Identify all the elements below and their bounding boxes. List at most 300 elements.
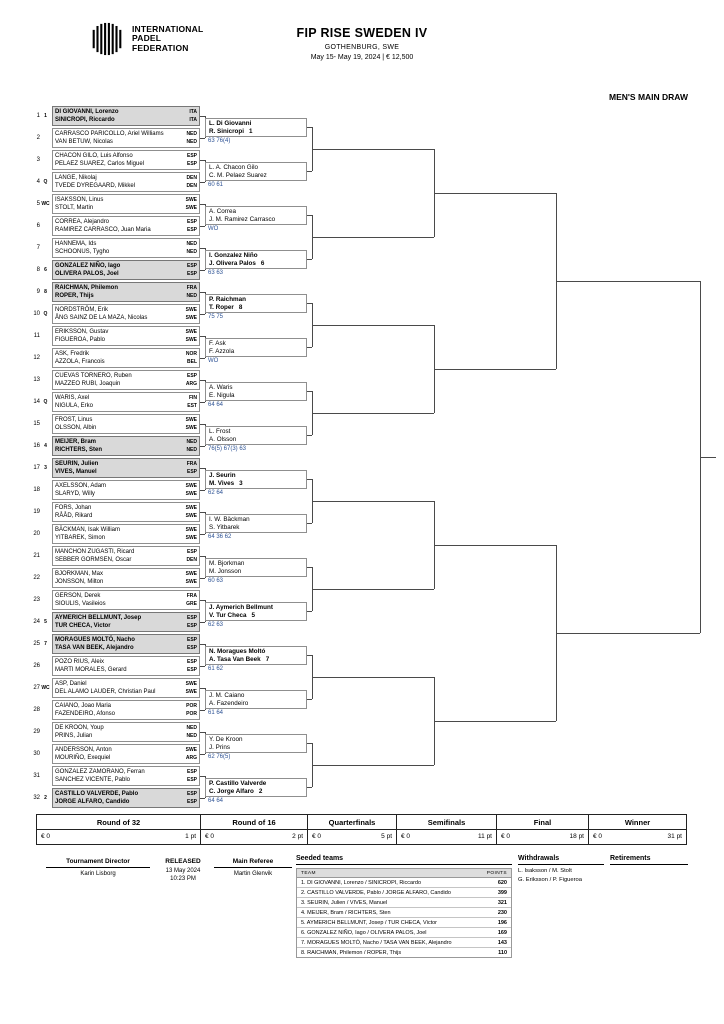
- seed-number: 8: [238, 304, 243, 311]
- player-name: TASA VAN BEEK, Alejandro: [55, 645, 134, 652]
- entry-tag: 1: [44, 113, 47, 119]
- player-name: BJORKMAN, Max: [55, 570, 104, 577]
- country-code: ESP: [186, 372, 197, 379]
- r16-winner: [205, 778, 307, 797]
- entry-position: 19: [33, 509, 40, 515]
- entry-position: 10: [33, 311, 40, 317]
- team-line: [53, 578, 199, 587]
- match-score: WO: [208, 226, 219, 232]
- player-name: ASK, Fredrik: [55, 350, 90, 357]
- seeded-table-header: [297, 869, 511, 878]
- bracket-entry: [52, 766, 200, 786]
- bracket-line: [200, 226, 205, 227]
- country-code: ESP: [186, 645, 197, 652]
- entry-position: 7: [36, 245, 40, 251]
- player-name: GERSON, Derek: [55, 592, 101, 599]
- released-time: 10:23 PM: [170, 876, 196, 882]
- bracket-line: [200, 270, 205, 271]
- player-name: OLIVERA PALOS, Joel: [55, 271, 119, 278]
- entry-position: 9: [36, 289, 40, 295]
- entry-position: 31: [33, 773, 40, 779]
- seeded-table-rows: [297, 878, 511, 957]
- seeded-team-name: 7. MORAGUES MOLTÓ, Nacho / TASA VAN BEEK, Alejandro: [301, 939, 452, 946]
- country-code: SWE: [185, 689, 197, 696]
- winner-name: A. Waris: [209, 384, 233, 391]
- seeded-team-row: [297, 878, 511, 888]
- player-name: CAIANO, Joao Maria: [55, 702, 112, 709]
- seeded-team-row: [297, 948, 511, 957]
- seeded-team-row: [297, 938, 511, 948]
- player-name: JONSSON, Milton: [55, 579, 104, 586]
- bracket-entry: [52, 678, 200, 698]
- bracket-entry: [52, 436, 200, 456]
- winner-name: L. A. Chacon Gilo: [209, 164, 259, 171]
- player-name: POZO RIUS, Aleix: [55, 658, 105, 665]
- player-name: TVEDE DYREGAARD, Mikkel: [55, 183, 136, 190]
- team-line: [53, 768, 199, 777]
- seeded-team-points: 169: [497, 929, 507, 936]
- retirements-block: [610, 855, 688, 865]
- bracket-line: [200, 358, 205, 359]
- tournament-director-label: Tournament Director: [46, 858, 150, 868]
- player-name: ROPER, Thijs: [55, 293, 94, 300]
- player-name: SLARYD, Willy: [55, 491, 95, 498]
- bracket-line: [556, 633, 700, 634]
- winner-name: N. Moragues Moltó: [209, 648, 266, 655]
- country-code: ESP: [186, 227, 197, 234]
- winner-name: F. Ask: [209, 340, 226, 347]
- team-line: [53, 262, 199, 271]
- released-label: RELEASED: [165, 858, 201, 865]
- org-name-line: FEDERATION: [132, 42, 189, 53]
- entry-tag: WC: [41, 685, 50, 691]
- r16-winner: [205, 338, 307, 357]
- round-label: Quarterfinals: [308, 815, 396, 830]
- entry-tag: Q: [43, 399, 48, 405]
- main-referee-label: Main Referee: [214, 858, 292, 868]
- player-name: ERIKSSON, Gustav: [55, 328, 109, 335]
- country-code: SWE: [185, 425, 197, 432]
- bracket-line: [200, 710, 205, 711]
- country-code: ITA: [189, 108, 197, 115]
- country-code: ESP: [186, 262, 197, 269]
- team-line: [53, 556, 199, 565]
- round-prize: € 0: [205, 833, 215, 840]
- r16-winner: [205, 426, 307, 445]
- team-line: [53, 702, 199, 711]
- team-line: [53, 504, 199, 513]
- bracket-line: [312, 589, 434, 590]
- winner-name: S. Yitbarek: [209, 524, 240, 531]
- bracket-line: [200, 798, 205, 799]
- country-code: POR: [186, 711, 197, 718]
- country-code: SWE: [185, 680, 197, 687]
- round-column: [200, 815, 307, 844]
- player-name: OLSSON, Albin: [55, 425, 97, 432]
- team-line: [53, 116, 199, 125]
- round-values: [308, 830, 396, 844]
- country-code: NED: [186, 438, 197, 445]
- seeded-team-points: 196: [497, 919, 507, 926]
- team-line: [53, 798, 199, 807]
- r16-winner: [205, 162, 307, 181]
- bracket-line: [307, 347, 312, 348]
- team-line: [53, 204, 199, 213]
- r16-winner: [205, 118, 307, 137]
- entry-tag: 3: [44, 465, 47, 471]
- country-code: GRE: [186, 601, 197, 608]
- bracket-line: [307, 259, 312, 260]
- round-values: [37, 830, 200, 844]
- country-code: ESP: [186, 469, 197, 476]
- country-code: ESP: [186, 614, 197, 621]
- team-line: [53, 512, 199, 521]
- winner-name: J. M. Ramirez Carrasco: [209, 216, 276, 223]
- country-code: SWE: [185, 416, 197, 423]
- bracket-line: [200, 490, 205, 491]
- bracket-line: [434, 721, 556, 722]
- team-line: [53, 614, 199, 623]
- player-name: FROST, Linus: [55, 416, 93, 423]
- country-code: NED: [186, 724, 197, 731]
- seeded-teams-table: [296, 868, 512, 958]
- bracket-entry: [52, 128, 200, 148]
- country-code: SWE: [185, 579, 197, 586]
- withdrawals-list: [518, 868, 604, 883]
- r16-winner: [205, 646, 307, 665]
- round-prize: € 0: [312, 833, 322, 840]
- r16-winner: [205, 382, 307, 401]
- entry-position: 3: [36, 157, 40, 163]
- team-line: [53, 226, 199, 235]
- entry-tag: 6: [44, 267, 47, 273]
- country-code: ARG: [185, 755, 197, 762]
- country-code: ESP: [186, 667, 197, 674]
- match-score: WO: [208, 358, 219, 364]
- bracket-line: [556, 281, 700, 282]
- round-points: 2 pt: [292, 833, 303, 840]
- player-name: DEL ALAMO LAUDER, Christian Paul: [55, 689, 156, 696]
- seeded-team-row: [297, 888, 511, 898]
- winner-name: L. Di Giovanni: [209, 120, 252, 127]
- winner-name: L. Frost: [209, 428, 231, 435]
- entry-tag: 8: [44, 289, 47, 295]
- bracket-line: [312, 501, 434, 502]
- country-code: ESP: [186, 658, 197, 665]
- entry-position: 30: [33, 751, 40, 757]
- country-code: NED: [186, 139, 197, 146]
- team-line: [53, 600, 199, 609]
- seeded-team-name: 8. RAICHMAN, Philemon / ROPER, Thijs: [301, 949, 402, 956]
- country-code: NED: [186, 733, 197, 740]
- bracket-entry: [52, 326, 200, 346]
- bracket-line: [200, 446, 205, 447]
- player-name: GONZALEZ NIÑO, Iago: [55, 262, 121, 269]
- team-line: [53, 270, 199, 279]
- country-code: SWE: [185, 306, 197, 313]
- team-line: [53, 138, 199, 147]
- bracket-line: [312, 413, 434, 414]
- round-points: 5 pt: [381, 833, 392, 840]
- bracket-entry: [52, 744, 200, 764]
- country-code: POR: [186, 702, 197, 709]
- withdrawal-item: L. Isaksson / M. Stolt: [518, 868, 572, 874]
- org-name-line: PADEL: [132, 33, 162, 44]
- seeded-team-points: 620: [497, 879, 507, 886]
- winner-name: J. Aymerich Bellmunt: [209, 604, 273, 611]
- winner-name: I. W. Bäckman: [209, 516, 250, 523]
- round-column: [37, 815, 200, 844]
- country-code: DEN: [186, 174, 197, 181]
- match-score: 62 76(5): [208, 754, 231, 760]
- country-code: ESP: [186, 161, 197, 168]
- round-label: Round of 32: [37, 815, 200, 830]
- team-line: [53, 350, 199, 359]
- team-line: [53, 548, 199, 557]
- entry-tag: Q: [43, 179, 48, 185]
- r16-winner: [205, 558, 307, 577]
- player-name: SIOULIS, Vasileios: [55, 601, 106, 608]
- round-label: Final: [497, 815, 588, 830]
- player-name: MARTI MORALES, Gerard: [55, 667, 127, 674]
- winner-name: C. Jorge Alfaro 2: [209, 788, 263, 795]
- match-score: 63 63: [208, 270, 224, 276]
- round-prize: € 0: [41, 833, 51, 840]
- match-score: 60 63: [208, 578, 224, 584]
- winner-name: M. Bjorkman: [209, 560, 245, 567]
- player-name: MAZZEO RUBI, Joaquin: [55, 381, 121, 388]
- entry-position: 1: [36, 113, 40, 119]
- seed-number: 7: [265, 656, 270, 663]
- country-code: SWE: [185, 746, 197, 753]
- team-line: [53, 592, 199, 601]
- country-code: EST: [187, 403, 197, 410]
- bracket-line: [312, 237, 434, 238]
- player-name: CUEVAS TORNERO, Ruben: [55, 372, 132, 379]
- seeded-team-name: 4. MEIJER, Bram / RICHTERS, Sten: [301, 909, 391, 916]
- entry-position: 5: [36, 201, 40, 207]
- winner-name: E. Nigula: [209, 392, 235, 399]
- bracket-entry: [52, 282, 200, 302]
- player-name: PRINS, Julian: [55, 733, 93, 740]
- player-name: JORGE ALFARO, Candido: [55, 799, 130, 806]
- round-column: [307, 815, 396, 844]
- winner-name: P. Raichman: [209, 296, 246, 303]
- bracket-line: [434, 545, 556, 546]
- entry-position: 25: [33, 641, 40, 647]
- seeded-team-points: 110: [498, 949, 507, 956]
- match-score: 75 75: [208, 314, 224, 320]
- player-name: TUR CHECA, Victor: [55, 623, 111, 630]
- country-code: ESP: [186, 623, 197, 630]
- r16-winner: [205, 734, 307, 753]
- team-line: [53, 644, 199, 653]
- team-column-header: TEAM: [301, 870, 316, 876]
- player-name: MORAGUES MOLTÓ, Nacho: [55, 636, 135, 643]
- bracket-line: [307, 523, 312, 524]
- team-line: [53, 468, 199, 477]
- country-code: ESP: [186, 777, 197, 784]
- entry-position: 16: [33, 443, 40, 449]
- withdrawal-item: G. Eriksson / P. Figueroa: [518, 877, 583, 883]
- seed-number: 6: [260, 260, 265, 267]
- entry-position: 11: [33, 333, 40, 339]
- player-name: RICHTERS, Sten: [55, 447, 103, 454]
- country-code: SWE: [185, 526, 197, 533]
- seeded-team-points: 143: [497, 939, 507, 946]
- team-line: [53, 182, 199, 191]
- entry-tag: 7: [44, 641, 47, 647]
- bracket-entry: [52, 590, 200, 610]
- winner-name: A. Fazendeiro: [209, 700, 249, 707]
- winner-name: T. Roper 8: [209, 304, 243, 311]
- player-name: CORREA, Alejandro: [55, 218, 110, 225]
- player-name: RAICHMAN, Philemon: [55, 284, 118, 291]
- bracket-line: [200, 314, 205, 315]
- entry-position: 12: [33, 355, 40, 361]
- bracket-line: [307, 611, 312, 612]
- country-code: DEN: [186, 557, 197, 564]
- winner-name: J. Seurin: [209, 472, 236, 479]
- seeded-team-points: 230: [497, 909, 507, 916]
- round-prize: € 0: [593, 833, 603, 840]
- player-name: ANDERSSON, Anton: [55, 746, 112, 753]
- player-name: ÅNG SAINZ DE LA MAZA, Nicolas: [55, 315, 148, 322]
- player-name: NORDSTRÖM, Erik: [55, 306, 108, 313]
- r16-winner: [205, 470, 307, 489]
- event-dates: May 15- May 19, 2024 | € 12,500: [310, 54, 414, 61]
- player-name: PELAEZ SUAREZ, Carlos Miguel: [55, 161, 145, 168]
- round-values: [201, 830, 307, 844]
- entry-position: 8: [36, 267, 40, 273]
- bracket-entry: [52, 480, 200, 500]
- player-name: MOURIÑO, Exequiel: [55, 755, 111, 762]
- match-score: 61 62: [208, 666, 224, 672]
- player-name: FIGUEROA, Pablo: [55, 337, 106, 344]
- bracket-entry: [52, 458, 200, 478]
- team-line: [53, 130, 199, 139]
- team-line: [53, 688, 199, 697]
- team-line: [53, 372, 199, 381]
- bracket-entry: [52, 568, 200, 588]
- winner-name: J. Prins: [209, 744, 230, 751]
- team-line: [53, 336, 199, 345]
- seed-number: 1: [249, 128, 253, 135]
- team-line: [53, 710, 199, 719]
- match-score: 64 64: [208, 402, 224, 408]
- country-code: SWE: [185, 513, 197, 520]
- country-code: NED: [186, 130, 197, 137]
- entry-tag: Q: [43, 311, 48, 317]
- team-line: [53, 394, 199, 403]
- player-name: FAZENDEIRO, Afonso: [55, 711, 116, 718]
- country-code: ESP: [186, 768, 197, 775]
- team-line: [53, 658, 199, 667]
- bracket-line: [312, 149, 434, 150]
- seeded-team-points: 321: [497, 899, 507, 906]
- bracket-line: [307, 699, 312, 700]
- country-code: SWE: [185, 570, 197, 577]
- entry-position: 18: [33, 487, 40, 493]
- country-code: ESP: [186, 799, 197, 806]
- player-name: BÄCKMAN, Isak William: [55, 526, 121, 533]
- retirements-label: Retirements: [610, 855, 688, 865]
- entry-position: 13: [33, 377, 40, 383]
- r16-winner: [205, 514, 307, 533]
- player-name: AXELSSON, Adam: [55, 482, 107, 489]
- seeded-teams-block: [296, 855, 512, 958]
- bracket-entry: [52, 546, 200, 566]
- entry-tag: 2: [44, 795, 47, 801]
- winner-name: V. Tur Checa 5: [209, 612, 255, 619]
- round-values: [589, 830, 686, 844]
- entry-tag: 4: [44, 443, 47, 449]
- team-line: [53, 314, 199, 323]
- country-code: FIN: [188, 394, 197, 401]
- bracket-entry: [52, 216, 200, 236]
- round-label: Winner: [589, 815, 686, 830]
- bracket-entry: [52, 414, 200, 434]
- round-column: [396, 815, 496, 844]
- country-code: FRA: [186, 460, 197, 467]
- event-location: GOTHENBURG, SWE: [324, 44, 400, 51]
- country-code: ESP: [186, 548, 197, 555]
- winner-name: I. Gonzalez Niño: [209, 252, 258, 259]
- country-code: SWE: [185, 328, 197, 335]
- country-code: BEL: [187, 359, 197, 366]
- player-name: SANCHEZ VICENTE, Pablo: [55, 777, 131, 784]
- country-code: NED: [186, 447, 197, 454]
- player-name: SEBBER GORMSEN, Oscar: [55, 557, 132, 564]
- seeded-team-row: [297, 908, 511, 918]
- country-code: NED: [186, 249, 197, 256]
- seeded-team-name: 2. CASTILLO VALVERDE, Pablo / JORGE ALFARO, Candido: [301, 889, 451, 896]
- withdrawals-label: Withdrawals: [518, 855, 604, 865]
- team-line: [53, 402, 199, 411]
- team-line: [53, 446, 199, 455]
- tournament-director-name: Karin Lisborg: [80, 870, 116, 877]
- player-name: RÅÅD, Rikard: [55, 513, 93, 520]
- player-name: SEURIN, Julien: [55, 460, 99, 467]
- country-code: ITA: [189, 117, 197, 124]
- entry-position: 32: [33, 795, 40, 801]
- player-name: CHACON GILO, Luis Alfonso: [55, 152, 133, 159]
- bracket-line: [312, 765, 434, 766]
- rounds-bar: [36, 814, 687, 845]
- player-name: DI GIOVANNI, Lorenzo: [55, 108, 119, 115]
- team-line: [53, 570, 199, 579]
- seeded-team-row: [297, 898, 511, 908]
- entry-position: 27: [33, 685, 40, 691]
- bracket-entry: [52, 722, 200, 742]
- seeded-team-name: 5. AYMERICH BELLMUNT, Josep / TUR CHECA, Victor: [301, 919, 438, 926]
- r16-winner: [205, 206, 307, 225]
- team-line: [53, 438, 199, 447]
- player-name: SCHOONUS, Tygho: [55, 249, 110, 256]
- team-line: [53, 328, 199, 337]
- match-score: 62 63: [208, 622, 224, 628]
- match-score: 64 64: [208, 798, 224, 804]
- entry-tag: WC: [41, 201, 50, 207]
- bracket-line: [200, 182, 205, 183]
- bracket-line: [200, 578, 205, 579]
- team-line: [53, 160, 199, 169]
- player-name: CARRASCO PARICOLLO, Ariel Williams: [55, 130, 164, 137]
- team-line: [53, 622, 199, 631]
- entry-position: 15: [33, 421, 40, 427]
- bracket-line: [312, 677, 434, 678]
- seeded-team-row: [297, 918, 511, 928]
